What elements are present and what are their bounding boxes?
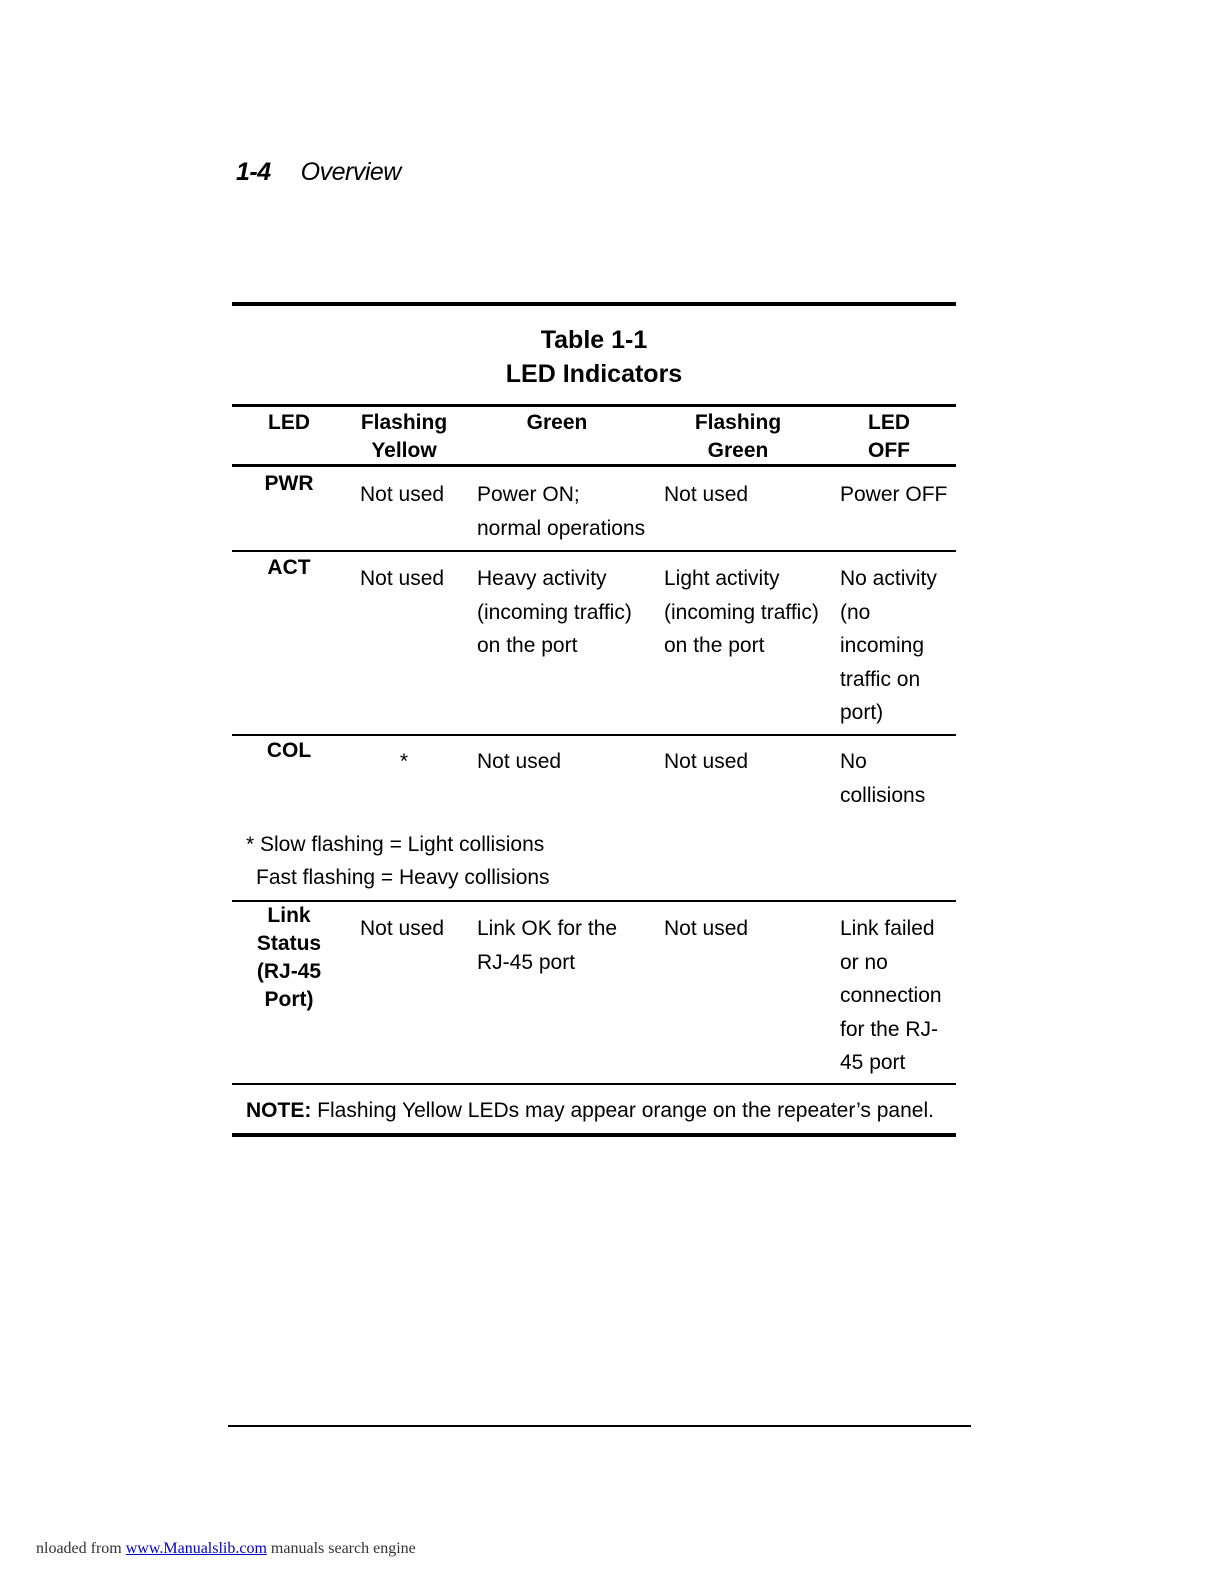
row-divider — [232, 550, 956, 552]
cell-flashing-green: Not used — [664, 750, 749, 773]
cell-green: Heavy activity (incoming traffic) on the port — [477, 567, 632, 657]
note-text: Flashing Yellow LEDs may appear orange on the repeater’s panel. — [317, 1099, 934, 1122]
note-label: NOTE: — [246, 1099, 312, 1122]
col-header-flashing-yellow: Flashing Yellow — [360, 411, 448, 462]
header-top-rule — [232, 404, 956, 407]
page-number: 1-4 — [236, 158, 271, 186]
table-caption-title: LED Indicators — [505, 360, 683, 388]
col-header-flashing-green: Flashing Green — [694, 411, 782, 462]
cell-flashing-green: Not used — [664, 917, 749, 940]
footnote-line: Fast flashing = Heavy collisions — [256, 866, 550, 889]
cell-led-off: No collisions — [840, 750, 926, 807]
table-caption-number: Table 1-1 — [540, 326, 648, 354]
cell-flashing-green: Not used — [664, 483, 749, 506]
col-header-led-off: LED OFF — [868, 411, 910, 462]
page-header — [236, 158, 401, 187]
cell-flashing-green: Light activity (incoming traffic) on the port — [664, 567, 819, 657]
row-label: PWR — [264, 472, 314, 495]
cell-green: Power ON; normal operations — [477, 483, 646, 540]
footnote-line: * Slow flashing = Light collisions — [246, 833, 545, 856]
download-footer — [36, 1540, 416, 1558]
row-label: Link Status (RJ-45 Port) — [256, 904, 322, 1011]
table-note — [246, 1096, 934, 1126]
cell-led-off: Link failed or no connection for the RJ-45 port — [840, 917, 942, 1074]
cell-flashing-yellow: Not used — [360, 483, 445, 506]
section-title: Overview — [300, 158, 401, 186]
manualslib-link[interactable]: www.Manualslib.com — [125, 1540, 267, 1557]
row-label: COL — [266, 739, 312, 762]
cell-green: Link OK for the RJ-45 port — [477, 917, 618, 974]
cell-led-off: Power OFF — [840, 483, 948, 506]
col-header-green: Green — [526, 411, 588, 434]
header-bottom-rule — [232, 464, 956, 467]
footer-prefix: nloaded from — [36, 1540, 126, 1557]
table-top-rule — [232, 302, 956, 306]
cell-flashing-yellow: Not used — [360, 917, 445, 940]
footer-suffix: manuals search engine — [266, 1540, 416, 1557]
row-divider — [232, 734, 956, 736]
cell-flashing-yellow: * — [399, 750, 409, 773]
cell-led-off: No activity (no incoming traffic on port) — [840, 567, 937, 724]
page-bottom-rule — [228, 1425, 971, 1427]
cell-green: Not used — [477, 750, 562, 773]
cell-flashing-yellow: Not used — [360, 567, 445, 590]
row-label: ACT — [267, 556, 311, 579]
row-divider — [232, 1083, 956, 1085]
col-header-led: LED — [268, 411, 310, 434]
table-bottom-rule — [232, 1133, 956, 1137]
